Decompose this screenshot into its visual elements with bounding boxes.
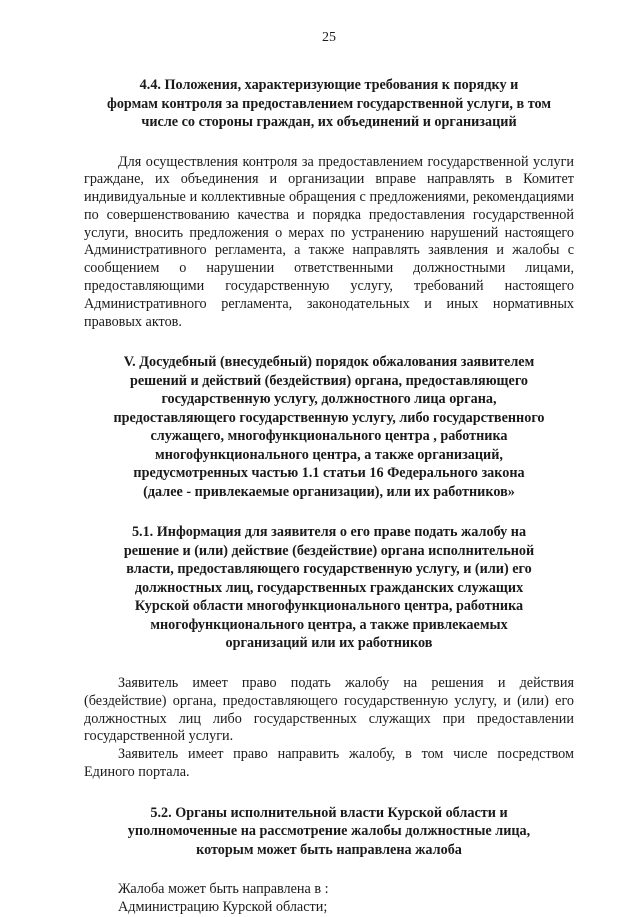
heading-line: V. Досудебный (внесудебный) порядок обжалования заявителем xyxy=(123,354,535,371)
heading-line: предоставляющего государственную услугу, либо государственного xyxy=(113,409,545,426)
section-5-2-heading xyxy=(84,804,574,860)
heading-line: должностных лиц, государственных гражданских служащих xyxy=(134,579,524,596)
heading-line: организаций или их работников xyxy=(225,635,433,652)
heading-line: уполномоченные на рассмотрение жалобы должностные лица, xyxy=(127,823,531,840)
heading-line: многофункционального центра, а также организаций, xyxy=(155,446,503,463)
heading-line: которым может быть направлена жалоба xyxy=(196,841,462,858)
heading-line: формам контроля за предоставлением государственной услуги, в том xyxy=(107,95,551,112)
heading-line: государственную услугу, должностного лица органа, xyxy=(161,391,497,408)
section-4-4-heading xyxy=(84,76,574,132)
section-5-2-line-2: Администрацию Курской области; xyxy=(118,899,328,916)
heading-line: (далее - привлекаемые организации), или их работников» xyxy=(143,483,515,500)
heading-line: 5.2. Органы исполнительной власти Курской области и xyxy=(150,804,508,821)
section-4-4-paragraph: Для осуществления контроля за предоставлением государственной услуги граждане, их объединения и организации вправе направлять в Комитет индивидуальные и коллективные обращения с предложениями, рекомендациями по совершенствованию качества и порядка предоставления государственной услуги, вносить предложения о мерах по устранению нарушений настоящего Административного регламента, а также направлять заявления и жалобы с сообщением о нарушении ответственными должностными лицами, предоставляющими государственную услугу, требований настоящего Административного регламента, законодательных и иных нормативных правовых актов. xyxy=(84,153,574,330)
page-number: 25 xyxy=(322,30,336,45)
heading-line: 4.4. Положения, характеризующие требования к порядку и xyxy=(139,77,519,93)
section-5-1-paragraph-1: Заявитель имеет право подать жалобу на решения и действия (бездействие) органа, предоставляющего государственную услугу, и (или) его должностных лиц либо государственных служащих при предоставлении государственной услуги. xyxy=(84,674,574,745)
section-5-heading xyxy=(84,353,574,501)
heading-line: решений и действий (бездействия) органа, предоставляющего xyxy=(129,372,529,389)
heading-line: числе со стороны граждан, их объединений и организаций xyxy=(141,114,517,130)
heading-line: власти, предоставляющего государственную услугу, и (или) его xyxy=(126,561,532,578)
heading-line: решение и (или) действие (бездействие) органа исполнительной xyxy=(123,542,535,559)
section-5-2-line-1: Жалоба может быть направлена в : xyxy=(118,881,329,898)
heading-line: Курской области многофункционального центра, работника xyxy=(134,598,524,615)
heading-line: 5.1. Информация для заявителя о его праве подать жалобу на xyxy=(131,524,527,541)
section-5-1-heading xyxy=(84,523,574,653)
heading-line: многофункционального центра, а также привлекаемых xyxy=(150,616,508,633)
heading-line: предусмотренных частью 1.1 статьи 16 Федерального закона xyxy=(133,465,525,482)
section-5-1-paragraph-2: Заявитель имеет право направить жалобу, в том числе посредством Единого портала. xyxy=(84,746,574,780)
document-page xyxy=(84,30,574,917)
heading-line: служащего, многофункционального центра , работника xyxy=(150,428,508,445)
